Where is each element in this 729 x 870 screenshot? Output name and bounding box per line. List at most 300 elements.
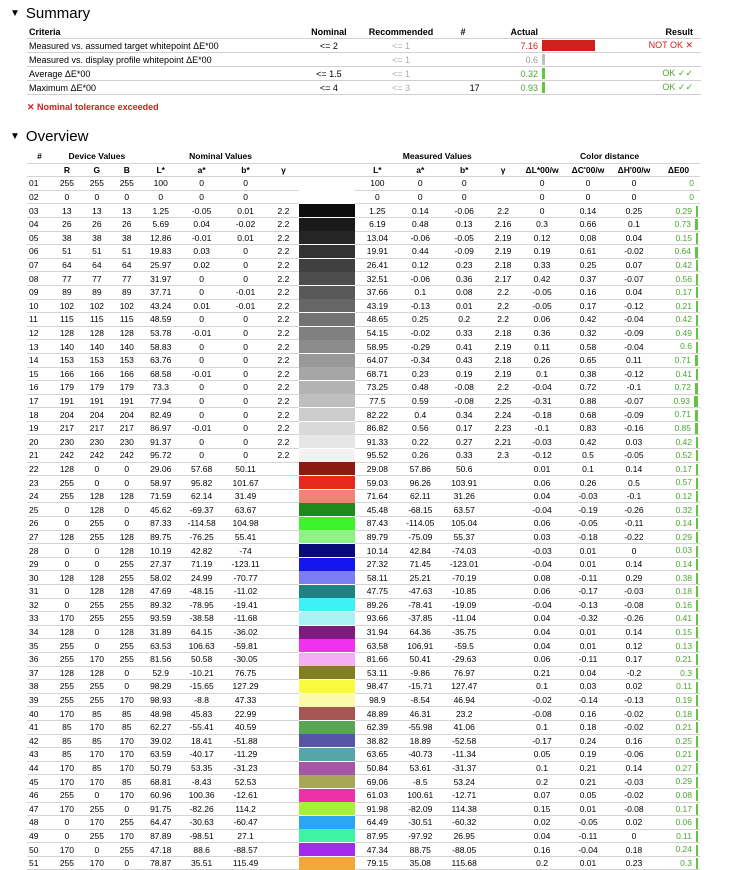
delta-l-cell: 0.15 <box>519 802 565 816</box>
delta-c-cell: 0.01 <box>565 802 611 816</box>
overview-row <box>27 585 700 599</box>
actual-bar <box>542 68 545 79</box>
nominal-l-cell: 31.97 <box>142 272 180 286</box>
row-number-cell: 40 <box>27 707 52 721</box>
device-b-cell: 179 <box>112 381 142 395</box>
recommended-cell: <= 1 <box>360 39 443 53</box>
measured-l-cell: 91.33 <box>355 435 399 449</box>
measured-l-cell: 82.22 <box>355 408 399 422</box>
row-number-cell: 50 <box>27 843 52 857</box>
delta-l-cell: 0.2 <box>519 775 565 789</box>
collapse-triangle-icon: ▼ <box>10 7 20 19</box>
nominal-l-cell: 63.59 <box>142 748 180 762</box>
device-r-cell: 255 <box>52 693 82 707</box>
measured-b-cell: 76.97 <box>441 666 487 680</box>
measured-b-cell: 50.6 <box>441 462 487 476</box>
device-r-cell: 0 <box>52 585 82 599</box>
overview-row <box>27 217 700 231</box>
overview-column-header-row <box>27 163 700 177</box>
delta-h-cell: -0.12 <box>611 367 657 381</box>
row-number-cell: 11 <box>27 313 52 327</box>
measured-b-cell: 0.2 <box>441 313 487 327</box>
swatch-cell <box>299 435 355 449</box>
delta-e-cell <box>657 449 700 463</box>
delta-e-bar <box>696 763 698 774</box>
measured-gamma-cell <box>487 190 519 204</box>
delta-e-value: 0.13 <box>675 640 692 651</box>
nominal-cell: <= 2 <box>298 39 360 53</box>
nominal-a-cell: -38.58 <box>180 612 224 626</box>
nominal-l-cell: 87.33 <box>142 517 180 531</box>
device-g-cell: 0 <box>82 476 112 490</box>
measured-gamma-cell: 2.24 <box>487 408 519 422</box>
delta-c-cell: 0.83 <box>565 421 611 435</box>
delta-e-bar <box>696 287 698 298</box>
nominal-l-cell: 89.32 <box>142 598 180 612</box>
delta-e-value: 0.11 <box>676 681 692 692</box>
delta-c-cell: -0.11 <box>565 571 611 585</box>
delta-l-cell: 0.16 <box>519 843 565 857</box>
overview-row <box>27 707 700 721</box>
nominal-l-cell: 12.86 <box>142 231 180 245</box>
measured-l-cell: 58.11 <box>355 571 399 585</box>
device-g-cell: 0 <box>82 625 112 639</box>
measured-l-cell: 31.94 <box>355 625 399 639</box>
delta-l-cell: -0.04 <box>519 557 565 571</box>
delta-e-bar <box>696 695 698 706</box>
delta-e-bar <box>695 355 698 366</box>
delta-e-value: 0.56 <box>675 273 692 284</box>
row-number-cell: 47 <box>27 802 52 816</box>
delta-e-cell <box>657 299 700 313</box>
nominal-l-cell: 58.83 <box>142 340 180 354</box>
nominal-gamma-cell: 2.2 <box>268 367 300 381</box>
overview-row <box>27 829 700 843</box>
swatch-cell <box>299 598 355 612</box>
delta-h-cell: -0.26 <box>611 612 657 626</box>
measured-a-cell: 50.41 <box>399 652 441 666</box>
color-swatch <box>299 598 355 611</box>
nominal-gamma-cell: 2.2 <box>268 245 300 259</box>
color-distance-header: Color distance <box>519 150 700 163</box>
measured-b-cell: 0.36 <box>441 272 487 286</box>
measured-a-cell: -75.09 <box>399 530 441 544</box>
measured-l-cell: 6.19 <box>355 217 399 231</box>
measured-gamma-cell: 2.2 <box>487 381 519 395</box>
nominal-gamma-cell <box>268 557 300 571</box>
measured-l-cell: 69.06 <box>355 775 399 789</box>
color-swatch <box>299 707 355 720</box>
nominal-gamma-cell: 2.2 <box>268 381 300 395</box>
delta-e-bar <box>696 491 698 502</box>
nominal-gamma-cell <box>268 775 300 789</box>
delta-c-cell: -0.14 <box>565 693 611 707</box>
nominal-gamma-cell <box>268 693 300 707</box>
delta-e-value: 0.17 <box>675 463 692 474</box>
delta-e-cell <box>657 666 700 680</box>
measured-l-cell: 19.91 <box>355 245 399 259</box>
criteria-cell: Average ΔE*00 <box>27 67 298 81</box>
row-number-cell: 12 <box>27 326 52 340</box>
nominal-cell <box>298 53 360 67</box>
measured-a-cell: 0.25 <box>399 313 441 327</box>
device-b-cell: 217 <box>112 421 142 435</box>
delta-c-cell: 0.37 <box>565 272 611 286</box>
nominal-l-cell: 62.27 <box>142 720 180 734</box>
delta-e-bar <box>696 505 698 516</box>
color-swatch <box>299 381 355 394</box>
delta-e-col-header: ΔE00 <box>657 163 700 177</box>
delta-l-cell: 0.06 <box>519 313 565 327</box>
count-cell <box>442 67 483 81</box>
swatch-cell <box>299 680 355 694</box>
color-swatch <box>299 272 355 285</box>
measured-gamma-cell <box>487 503 519 517</box>
measured-b-cell: -60.32 <box>441 816 487 830</box>
device-b-cell: 0 <box>112 503 142 517</box>
nominal-l-cell: 86.97 <box>142 421 180 435</box>
delta-c-cell: 0.42 <box>565 435 611 449</box>
measured-l-cell: 73.25 <box>355 381 399 395</box>
row-number-cell: 06 <box>27 245 52 259</box>
device-b-cell: 128 <box>112 489 142 503</box>
summary-heading[interactable] <box>10 4 90 22</box>
row-number-cell: 25 <box>27 503 52 517</box>
device-g-cell: 38 <box>82 231 112 245</box>
row-number-cell: 09 <box>27 285 52 299</box>
measured-b-cell: -35.75 <box>441 625 487 639</box>
device-g-cell: 0 <box>82 788 112 802</box>
delta-e-bar <box>696 818 698 829</box>
nominal-gamma-cell <box>268 829 300 843</box>
delta-e-value: 0.41 <box>675 613 692 624</box>
measured-a-cell: 46.31 <box>399 707 441 721</box>
measured-l-cell: 47.75 <box>355 585 399 599</box>
nominal-b-cell: 0 <box>224 272 268 286</box>
overview-row <box>27 666 700 680</box>
device-r-cell: 89 <box>52 285 82 299</box>
device-b-cell: 128 <box>112 530 142 544</box>
swatch-cell <box>299 530 355 544</box>
device-r-cell: 77 <box>52 272 82 286</box>
measured-gamma-cell <box>487 843 519 857</box>
measured-l-cell: 64.49 <box>355 816 399 830</box>
device-g-cell: 255 <box>82 680 112 694</box>
summary-row <box>27 67 701 81</box>
delta-e-bar <box>696 274 698 285</box>
nominal-l-cell: 29.06 <box>142 462 180 476</box>
nominal-b-cell: 0 <box>224 313 268 327</box>
delta-h-cell: -0.05 <box>611 449 657 463</box>
nominal-l-cell: 71.59 <box>142 489 180 503</box>
nominal-l-cell: 31.89 <box>142 625 180 639</box>
measured-gamma-cell <box>487 557 519 571</box>
measured-b-cell: 63.57 <box>441 503 487 517</box>
overview-row <box>27 571 700 585</box>
measured-b-cell: 0.27 <box>441 435 487 449</box>
overview-row <box>27 503 700 517</box>
device-r-cell: 128 <box>52 625 82 639</box>
device-b-cell: 255 <box>112 843 142 857</box>
swatch-cell <box>299 666 355 680</box>
nominal-a-cell: 42.82 <box>180 544 224 558</box>
color-swatch <box>299 816 355 829</box>
measured-a-cell: 62.11 <box>399 489 441 503</box>
delta-e-cell <box>657 775 700 789</box>
swatch-cell <box>299 408 355 422</box>
delta-e-value: 0.25 <box>675 735 692 746</box>
measured-gamma-cell <box>487 652 519 666</box>
delta-l-cell: -0.04 <box>519 598 565 612</box>
nominal-l-cell: 43.24 <box>142 299 180 313</box>
delta-h-cell: 0.29 <box>611 571 657 585</box>
nominal-gamma-cell: 2.2 <box>268 217 300 231</box>
delta-e-value: 0.71 <box>674 409 691 420</box>
measured-a-cell: 42.84 <box>399 544 441 558</box>
device-r-cell: 128 <box>52 326 82 340</box>
device-r-cell: 0 <box>52 517 82 531</box>
device-r-cell: 128 <box>52 571 82 585</box>
nominal-a-cell: 0 <box>180 353 224 367</box>
delta-e-bar <box>696 641 698 652</box>
device-g-cell: 204 <box>82 408 112 422</box>
delta-e-value: 0.64 <box>674 246 691 257</box>
device-b-cell: 0 <box>112 666 142 680</box>
delta-h-cell: 0 <box>611 190 657 204</box>
delta-e-cell <box>657 693 700 707</box>
device-b-cell: 255 <box>112 612 142 626</box>
device-r-cell: 204 <box>52 408 82 422</box>
nominal-a-cell: 0 <box>180 340 224 354</box>
swatch-cell <box>299 557 355 571</box>
measured-gamma-cell: 2.3 <box>487 449 519 463</box>
measured-l-cell: 38.82 <box>355 734 399 748</box>
delta-l-cell: 0 <box>519 177 565 191</box>
delta-c-cell: 0.04 <box>565 666 611 680</box>
device-r-cell: 64 <box>52 258 82 272</box>
nominal-b-cell: 76.75 <box>224 666 268 680</box>
measured-b-cell: 105.04 <box>441 517 487 531</box>
nominal-b-cell: 115.49 <box>224 856 268 870</box>
nominal-l-cell: 63.76 <box>142 353 180 367</box>
color-swatch <box>299 639 355 652</box>
delta-c-cell: 0.68 <box>565 408 611 422</box>
delta-h-cell: -0.16 <box>611 421 657 435</box>
measured-gamma-cell <box>487 476 519 490</box>
color-swatch <box>299 177 355 190</box>
device-b-cell: 85 <box>112 707 142 721</box>
delta-h-cell: 0.14 <box>611 557 657 571</box>
device-b-cell: 89 <box>112 285 142 299</box>
swatch-cell <box>299 340 355 354</box>
delta-c-cell: 0.01 <box>565 544 611 558</box>
nominal-gamma-cell <box>268 666 300 680</box>
delta-l-cell: 0.1 <box>519 367 565 381</box>
overview-row <box>27 652 700 666</box>
nominal-a-cell: 106.63 <box>180 639 224 653</box>
measured-b-cell: 0.41 <box>441 340 487 354</box>
device-b-cell: 170 <box>112 693 142 707</box>
actual-cell: 0.6 <box>484 53 540 67</box>
measured-b-cell: 41.06 <box>441 720 487 734</box>
device-r-cell: 230 <box>52 435 82 449</box>
nominal-a-cell: -82.26 <box>180 802 224 816</box>
nominal-a-cell: -8.8 <box>180 693 224 707</box>
delta-e-bar <box>696 437 698 448</box>
row-number-cell: 37 <box>27 666 52 680</box>
recommended-cell: <= 3 <box>360 81 443 95</box>
measured-a-cell: 18.89 <box>399 734 441 748</box>
delta-h-cell: -0.08 <box>611 802 657 816</box>
overview-row <box>27 285 700 299</box>
nominal-b-cell: 27.1 <box>224 829 268 843</box>
delta-l-cell: 0.1 <box>519 680 565 694</box>
delta-e-cell <box>657 557 700 571</box>
delta-l-cell: 0.26 <box>519 353 565 367</box>
measured-gamma-cell <box>487 585 519 599</box>
nominal-b-cell: -30.05 <box>224 652 268 666</box>
row-number-cell: 46 <box>27 788 52 802</box>
delta-l-cell: 0.42 <box>519 272 565 286</box>
delta-h-cell: 0 <box>611 829 657 843</box>
row-number-cell: 34 <box>27 625 52 639</box>
device-g-cell: 115 <box>82 313 112 327</box>
delta-l-cell: 0.06 <box>519 476 565 490</box>
color-swatch <box>299 734 355 747</box>
measured-b-cell: 0.13 <box>441 217 487 231</box>
delta-e-value: 0.21 <box>675 300 692 311</box>
overview-row <box>27 489 700 503</box>
overview-heading[interactable] <box>10 127 88 145</box>
measured-gamma-cell: 2.17 <box>487 272 519 286</box>
overview-row <box>27 326 700 340</box>
delta-h-cell: 0 <box>611 544 657 558</box>
measured-a-cell: 53.61 <box>399 761 441 775</box>
delta-e-cell <box>657 381 700 395</box>
delta-e-cell <box>657 231 700 245</box>
device-g-cell: 166 <box>82 367 112 381</box>
swatch-cell <box>299 788 355 802</box>
row-number-cell: 08 <box>27 272 52 286</box>
nominal-l-cell: 73.3 <box>142 381 180 395</box>
row-number-cell: 29 <box>27 557 52 571</box>
overview-row <box>27 761 700 775</box>
delta-l-cell: 0.21 <box>519 666 565 680</box>
measured-l-cell: 98.47 <box>355 680 399 694</box>
delta-e-bar <box>696 627 698 638</box>
overview-row <box>27 720 700 734</box>
delta-e-cell <box>657 843 700 857</box>
measured-a-cell: -0.06 <box>399 272 441 286</box>
nominal-l-cell: 81.56 <box>142 652 180 666</box>
swatch-cell <box>299 449 355 463</box>
nominal-b-cell: -70.77 <box>224 571 268 585</box>
nominal-l-cell: 0 <box>142 190 180 204</box>
device-b-cell: 85 <box>112 720 142 734</box>
delta-e-value: 0.52 <box>675 450 692 461</box>
measured-gamma-cell: 2.16 <box>487 217 519 231</box>
nominal-b-cell: -51.88 <box>224 734 268 748</box>
delta-e-cell <box>657 652 700 666</box>
delta-h-cell: 0.17 <box>611 652 657 666</box>
measured-l-cell: 47.34 <box>355 843 399 857</box>
device-r-cell: 115 <box>52 313 82 327</box>
measured-gamma-cell <box>487 802 519 816</box>
swatch-cell <box>299 394 355 408</box>
measured-l-cell: 62.39 <box>355 720 399 734</box>
measured-a-cell: -97.92 <box>399 829 441 843</box>
swatch-cell <box>299 204 355 218</box>
device-r-cell: 217 <box>52 421 82 435</box>
swatch-cell <box>299 775 355 789</box>
measured-a-cell: 0.26 <box>399 449 441 463</box>
overview-row <box>27 843 700 857</box>
row-number-cell: 33 <box>27 612 52 626</box>
row-number-cell: 01 <box>27 177 52 191</box>
nominal-l-cell: 60.96 <box>142 788 180 802</box>
nominal-l-cell: 1.25 <box>142 204 180 218</box>
overview-row <box>27 748 700 762</box>
nominal-a-cell: -78.95 <box>180 598 224 612</box>
delta-e-value: 0 <box>689 191 694 202</box>
device-g-cell: 170 <box>82 652 112 666</box>
measured-a-cell: 106.91 <box>399 639 441 653</box>
device-r-cell: 0 <box>52 816 82 830</box>
nominal-a-cell: 24.99 <box>180 571 224 585</box>
nominal-l-cell: 50.79 <box>142 761 180 775</box>
measured-values-header: Measured Values <box>355 150 519 163</box>
measured-a-cell: 0.14 <box>399 204 441 218</box>
actual-header: Actual <box>484 25 540 39</box>
nominal-a-cell: 0.02 <box>180 258 224 272</box>
overview-row <box>27 517 700 531</box>
measured-b-cell: -74.03 <box>441 544 487 558</box>
device-g-cell: 64 <box>82 258 112 272</box>
device-r-cell: 179 <box>52 381 82 395</box>
measured-a-cell: 0 <box>399 177 441 191</box>
delta-h-cell: 0.16 <box>611 734 657 748</box>
device-r-cell: 13 <box>52 204 82 218</box>
device-r-cell: 255 <box>52 639 82 653</box>
delta-e-cell <box>657 571 700 585</box>
measured-l-cell: 13.04 <box>355 231 399 245</box>
measured-gamma-cell <box>487 639 519 653</box>
measured-b-cell: 0 <box>441 190 487 204</box>
nominal-b-cell: 0 <box>224 326 268 340</box>
actual-cell: 0.32 <box>484 67 540 81</box>
measured-l-cell: 59.03 <box>355 476 399 490</box>
color-swatch <box>299 544 355 557</box>
nominal-gamma-cell <box>268 190 300 204</box>
nominal-gamma-cell: 2.2 <box>268 204 300 218</box>
nominal-gamma-cell <box>268 652 300 666</box>
device-g-cell: 140 <box>82 340 112 354</box>
delta-e-bar <box>696 750 698 761</box>
device-r-cell: 51 <box>52 245 82 259</box>
nominal-l-cell: 100 <box>142 177 180 191</box>
measured-a-cell: 0.12 <box>399 258 441 272</box>
swatch-cell <box>299 272 355 286</box>
delta-h-cell: 0.25 <box>611 204 657 218</box>
measured-l-cell: 100 <box>355 177 399 191</box>
overview-row <box>27 299 700 313</box>
swatch-cell <box>299 625 355 639</box>
delta-l-cell: -0.12 <box>519 449 565 463</box>
swatch-cell <box>299 326 355 340</box>
device-b-cell: 77 <box>112 272 142 286</box>
delta-e-value: 0.08 <box>675 790 692 801</box>
delta-c-cell: 0.38 <box>565 367 611 381</box>
